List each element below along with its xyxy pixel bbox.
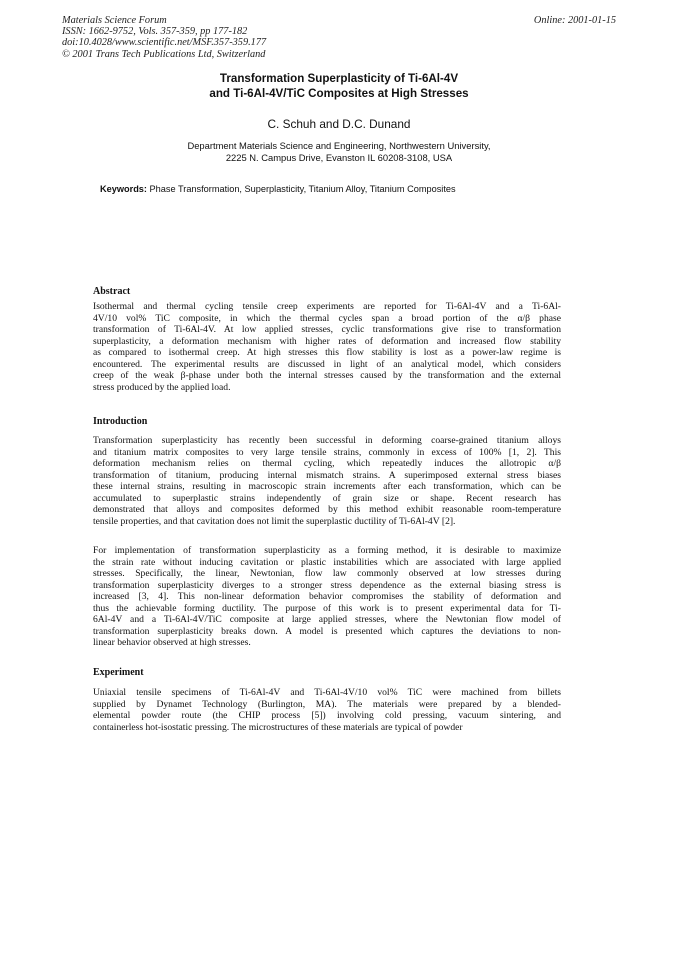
text-line: tensile properties, and that cavitation does not limit the superplastic ductility of Ti-6Al-4V [2]. — [93, 515, 456, 527]
experiment-heading: Experiment — [93, 667, 144, 678]
journal-name: Materials Science Forum — [62, 15, 167, 26]
introduction-paragraph-1 — [93, 435, 561, 527]
text-line: increased [3, 4]. This non-linear deformation behavior compromises the stability of deformation and — [93, 591, 561, 603]
copyright-line: © 2001 Trans Tech Publications Ltd, Switzerland — [62, 48, 266, 60]
text-line: superplasticity, a deformation mechanism with higher rates of deformation and increased flow stability — [93, 335, 561, 347]
doi-line[interactable]: doi:10.4028/www.scientific.net/MSF.357-359.177 — [62, 37, 267, 49]
paper-title — [0, 71, 678, 101]
text-line: deformation mechanism relies on thermal cycling, which repeatedly induces the allotropic α/β — [93, 458, 561, 470]
keywords-label: Keywords: — [100, 184, 147, 194]
text-line: 4V/10 vol% TiC composite, in which the thermal cycles span a broad portion of the α/β phase — [93, 312, 561, 324]
affiliation-line: Department Materials Science and Engineering, Northwestern University, — [187, 140, 491, 151]
affiliation — [0, 140, 678, 164]
text-line: accumulated to superplastic strains independently of grain size or shape. Recent research has — [93, 492, 561, 504]
keywords — [100, 184, 600, 194]
text-line: encountered. The experimental results are discussed in light of an analytical model, which considers — [93, 358, 561, 370]
text-line: thus the achievable forming ductility. The purpose of this work is to present experimental data for Ti- — [93, 602, 561, 614]
text-line: linear behavior observed at high stresses. — [93, 637, 251, 649]
experiment-body — [93, 687, 561, 733]
text-line: supplied by Dynamet Technology (Burlington, MA). The materials were prepared by a blended- — [93, 698, 561, 710]
text-line: as compared to isothermal creep. At high stresses this flow stability is lost as a power-law regime is — [93, 347, 561, 359]
online-date: Online: 2001-01-15 — [533, 15, 616, 26]
text-line: For implementation of transformation superplasticity as a forming method, it is desirable to maximize — [93, 545, 561, 556]
authors: C. Schuh and D.C. Dunand — [267, 117, 411, 131]
text-line: elemental powder route (the CHIP process [5]) involving cold pressing, vacuum sintering, and — [93, 710, 561, 722]
text-line: transformation superplasticity diverges to a stronger stress dependence as the external biasing stress is — [93, 579, 561, 591]
text-line: the strain rate without inducing cavitation or plastic instabilities which are associated with large applied — [93, 556, 561, 568]
abstract-heading: Abstract — [93, 286, 131, 297]
text-line: creep of the weak β-phase under both the internal stresses caused by the transformation and the external — [93, 370, 561, 382]
affiliation-line: 2225 N. Campus Drive, Evanston IL 60208-3108, USA — [225, 152, 453, 164]
introduction-paragraph-2 — [93, 545, 561, 649]
title-line: Transformation Superplasticity of Ti-6Al-4V — [219, 72, 459, 85]
introduction-heading: Introduction — [93, 416, 148, 427]
text-line: transformation of Ti-6Al-4V. At low applied stresses, cyclic transformations give rise to transformation — [93, 324, 561, 336]
text-line: transformation superplasticity breaks down. A model is presented which captures the deviations to non- — [93, 625, 561, 637]
text-line: Uniaxial tensile specimens of Ti-6Al-4V and Ti-6Al-4V/10 vol% TiC were machined from billets — [93, 687, 561, 698]
text-line: demonstrated that alloys and composites deformed by this method exhibit reasonable room-temperature — [93, 504, 561, 516]
keywords-text: Phase Transformation, Superplasticity, Titanium Alloy, Titanium Composites — [149, 184, 456, 194]
issn-line: ISSN: 1662-9752, Vols. 357-359, pp 177-182 — [62, 26, 248, 38]
text-line: transformation of titanium, producing internal mismatch strains. A superimposed external stress biases — [93, 469, 561, 481]
text-line: stresses. Specifically, the linear, Newtonian, flow law commonly observed at low stresses during — [93, 568, 561, 580]
text-line: 6Al-4V and a Ti-6Al-4V/TiC composite at large applied stresses, where the Newtonian flow model of — [93, 614, 561, 626]
title-line: and Ti-6Al-4V/TiC Composites at High Stresses — [209, 87, 469, 100]
text-line: these internal strains, resulting in macroscopic strain increments after each transformation, which can be — [93, 481, 561, 493]
text-line: and titanium matrix composites to very large tensile strains, commonly in excess of 100% [1, 2]. This — [93, 446, 561, 458]
text-line: Transformation superplasticity has recently been successful in deforming coarse-grained titanium alloys — [93, 435, 561, 446]
text-line: Isothermal and thermal cycling tensile creep experiments are reported for Ti-6Al-4V and a Ti-6Al- — [93, 301, 561, 312]
journal-header — [62, 15, 266, 60]
abstract-body — [93, 301, 561, 393]
text-line: stress produced by the applied load. — [93, 381, 231, 393]
text-line: containerless hot-isostatic pressing. The microstructures of these materials are typical of powder — [93, 721, 463, 733]
